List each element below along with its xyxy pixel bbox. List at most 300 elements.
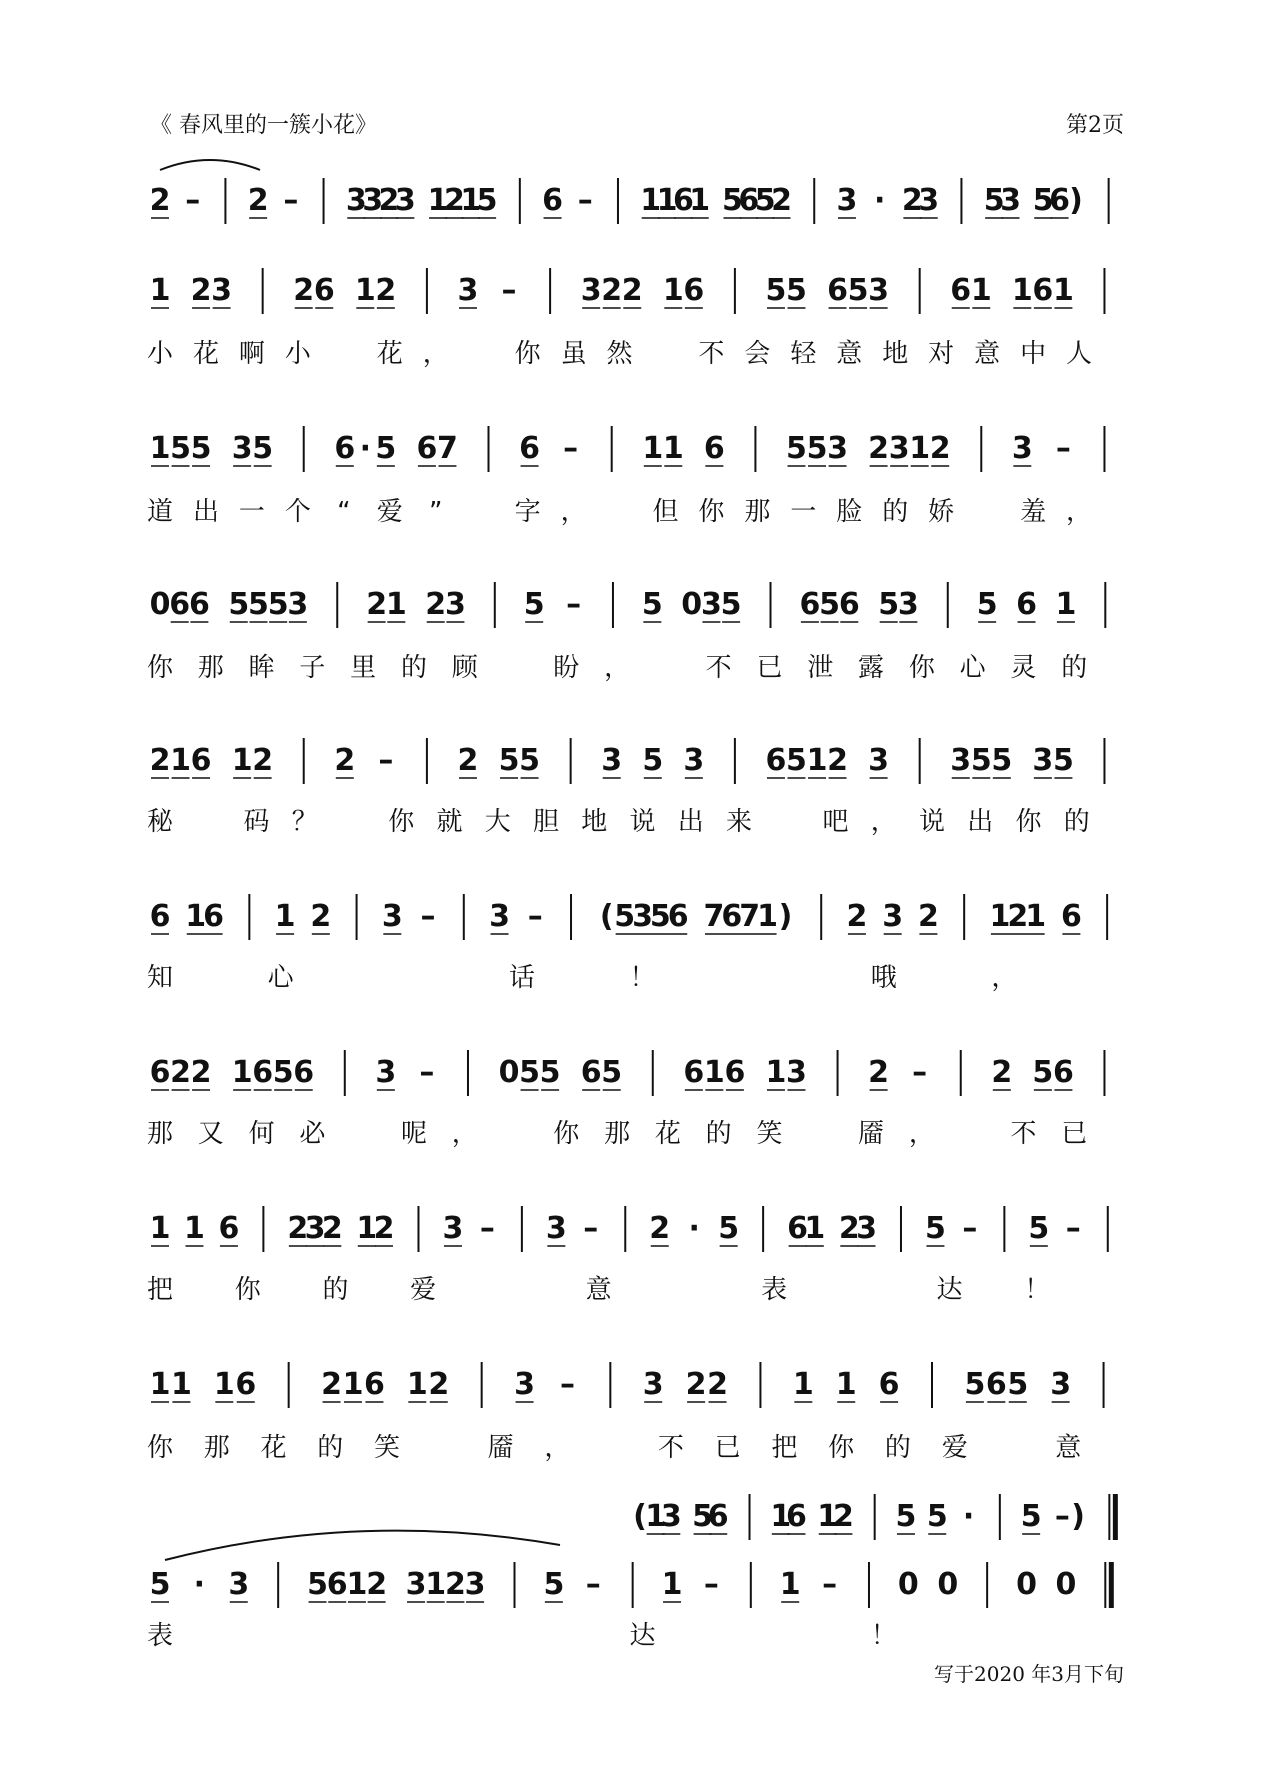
lyric-char [750, 963, 776, 993]
note-glyph: – [566, 587, 582, 622]
note-glyph: · [359, 431, 372, 466]
lyric-char: 泄 [807, 653, 834, 683]
note-glyph: 2 [190, 273, 212, 308]
note-glyph: 3 [362, 183, 384, 218]
note-glyph: 1 [909, 431, 931, 466]
lyric-char: 啊 [238, 339, 265, 369]
note-glyph: 1 [1055, 587, 1077, 622]
note-glyph: 1 [346, 1567, 368, 1602]
note-glyph: 5 [641, 587, 663, 622]
note-glyph: 2 [149, 183, 171, 218]
note-glyph: – [1054, 1499, 1070, 1534]
lyric-char: 意 [585, 1275, 612, 1305]
note-glyph: 1 [185, 899, 207, 934]
note-glyph: 3 [700, 587, 722, 622]
note-glyph: 6 [334, 431, 356, 466]
lyric-char: 把 [771, 1433, 798, 1463]
note-glyph: 3 [827, 431, 848, 466]
note-glyph: – [501, 273, 517, 308]
note-glyph: 1 [970, 273, 992, 308]
lyric-char: 中 [1020, 339, 1047, 369]
lyric-char: 说 [918, 807, 946, 837]
note-glyph: – [583, 1211, 599, 1246]
lyric-char: 字 [514, 497, 541, 527]
note-glyph: – [420, 899, 436, 934]
lyric-char: 已 [1061, 1119, 1088, 1149]
lyric-char: ！ [1024, 1275, 1051, 1305]
note-glyph: 1 [656, 183, 678, 218]
lyric-char: ？ [291, 807, 318, 837]
lyric-char [974, 497, 1000, 527]
note-glyph: – [479, 1211, 495, 1246]
note-glyph: 3 [868, 743, 890, 778]
note-glyph: 1 [213, 1367, 235, 1402]
note-glyph: 5 [878, 587, 900, 622]
note-glyph: 6 [149, 1055, 171, 1090]
note-glyph: 1 [662, 273, 684, 308]
note-glyph: 2 [366, 587, 388, 622]
note-glyph: 1 [661, 1567, 683, 1602]
note-glyph: 1 [149, 1211, 171, 1246]
note-glyph: 2 [321, 1367, 342, 1402]
note-glyph: – [283, 183, 299, 218]
lyric-char: 小 [284, 339, 311, 369]
note-glyph: 5 [1007, 1367, 1029, 1402]
note-glyph: 1 [804, 1211, 826, 1246]
note-glyph: 6 [293, 1055, 315, 1090]
lyric-char: ” [428, 497, 443, 527]
note-glyph: 7 [703, 899, 725, 934]
lyric-char: 那 [203, 1433, 230, 1463]
note-glyph: 1 [231, 743, 253, 778]
lyric-char [503, 1119, 529, 1149]
note-glyph: 1 [792, 1367, 814, 1402]
note-glyph: 6 [786, 1499, 807, 1534]
note-glyph: 3 [897, 587, 919, 622]
lyric-char: 子 [299, 653, 326, 683]
note-glyph: 2 [991, 1055, 1013, 1090]
note-glyph: 5 [519, 1055, 541, 1090]
note-glyph: 3 [918, 183, 940, 218]
lyric-char: 的 [400, 653, 427, 683]
lyric-char: 已 [756, 653, 783, 683]
lyric-char: 出 [967, 807, 994, 837]
note-glyph: · [688, 1211, 700, 1246]
note-glyph: 2 [457, 743, 479, 778]
note-glyph: 5 [765, 273, 787, 308]
lyric-char: 何 [248, 1119, 275, 1149]
note-glyph: 3 [632, 899, 653, 934]
lyric-char: 里 [350, 653, 377, 683]
lyric-char: 知 [146, 963, 174, 993]
note-glyph: 1 [184, 1211, 205, 1246]
note-glyph: 1 [989, 899, 1011, 934]
note-glyph: 2 [832, 1499, 854, 1534]
note-glyph: 5 [970, 743, 992, 778]
note-glyph: 5 [754, 183, 776, 218]
note-glyph: 5 [614, 899, 636, 934]
note-glyph: 2 [649, 1211, 671, 1246]
note-glyph: 6 [326, 1567, 348, 1602]
lyric-char: 你 [388, 807, 415, 837]
lyric-char: 就 [436, 807, 463, 837]
note-glyph: 2 [707, 1367, 728, 1402]
lyric-char: 你 [146, 653, 174, 683]
lyric-char: 花 [192, 339, 219, 369]
lyric-char: 但 [652, 497, 679, 527]
note-glyph: 2 [901, 183, 923, 218]
lyric-char: 地 [882, 339, 909, 369]
note-glyph: 2 [375, 273, 397, 308]
lyric-char: ， [1066, 497, 1093, 527]
note-glyph: 5 [601, 1055, 623, 1090]
lyric-char [388, 963, 414, 993]
lyric-char: 你 [234, 1275, 261, 1305]
lyric-char [655, 653, 681, 683]
note-glyph: 3 [642, 1367, 664, 1402]
note-glyph: 5 [476, 183, 498, 218]
note-glyph: 3 [442, 1211, 464, 1246]
lyric-char: 小 [146, 339, 174, 369]
note-glyph: 5 [964, 1367, 986, 1402]
note-glyph: 2 [1007, 899, 1029, 934]
note-glyph: 1 [427, 183, 449, 218]
lyric-char [807, 1119, 833, 1149]
lyric-char: ， [604, 653, 631, 683]
note-glyph: 6 [169, 587, 191, 622]
note-glyph: 6 [519, 431, 541, 466]
note-glyph: – [563, 431, 579, 466]
lyric-char: 心 [959, 653, 986, 683]
lyric-char: 的 [705, 1119, 732, 1149]
note-glyph: 1 [640, 183, 662, 218]
note-glyph: 5 [190, 431, 212, 466]
lyric-char: 不 [698, 339, 725, 369]
note-glyph: 5 [170, 431, 191, 466]
note-glyph: 6 [707, 1499, 729, 1534]
note-glyph: 2 [601, 273, 623, 308]
note-glyph: 5 [1052, 743, 1074, 778]
note-glyph: 5 [722, 183, 743, 218]
note-glyph: 2 [334, 743, 356, 778]
note-glyph: 0 [937, 1567, 959, 1602]
note-glyph: 2 [170, 1055, 191, 1090]
lyric-char [998, 1433, 1024, 1463]
lyric-char: 你 [908, 653, 935, 683]
lyric-char: 虽 [560, 339, 587, 369]
lyric-char: 已 [714, 1433, 741, 1463]
note-glyph: 6 [703, 431, 725, 466]
lyric-char: 你 [1015, 807, 1042, 837]
note-glyph: 6 [252, 1055, 274, 1090]
note-glyph: ) [1069, 183, 1083, 218]
lyric-char [350, 1119, 376, 1149]
note-glyph: 6 [787, 1211, 809, 1246]
note-glyph: 2 [149, 743, 171, 778]
lyric-char [960, 1119, 986, 1149]
lyric-char: 你 [698, 497, 725, 527]
note-glyph: 5 [272, 1055, 294, 1090]
note-glyph: 3 [836, 183, 858, 218]
note-glyph: 6 [878, 1367, 900, 1402]
note-glyph: – [912, 1055, 928, 1090]
note-glyph: 6 [542, 183, 563, 218]
lyric-char: 大 [484, 807, 511, 837]
lyric-char: 爱 [941, 1433, 968, 1463]
note-glyph: 3 [345, 183, 367, 218]
note-glyph: 3 [464, 1567, 486, 1602]
note-glyph: 6 [799, 587, 821, 622]
note-glyph: 2 [425, 587, 447, 622]
note-glyph: 6 [149, 899, 171, 934]
lyric-char: 然 [606, 339, 633, 369]
note-glyph: 3 [394, 183, 416, 218]
note-glyph: 6 [683, 273, 705, 308]
note-glyph: 0 [1055, 1567, 1077, 1602]
note-glyph: 5 [543, 1567, 565, 1602]
lyric-char: 你 [146, 1433, 174, 1463]
note-glyph: – [703, 1567, 719, 1602]
note-glyph: 6 [985, 1367, 1007, 1402]
lyric-char: 对 [928, 339, 955, 369]
lyric-char: 表 [761, 1275, 788, 1305]
note-glyph: 1 [425, 1567, 447, 1602]
note-glyph: 6 [188, 587, 210, 622]
note-glyph: 6 [1052, 1055, 1074, 1090]
lyric-char: 的 [1061, 653, 1088, 683]
note-glyph: 2 [378, 183, 400, 218]
lyric-char: 胆 [532, 807, 560, 837]
lyric-char: 一 [790, 497, 817, 527]
lyric-char: 达 [936, 1275, 963, 1305]
note-glyph: 3 [514, 1367, 535, 1402]
note-glyph: 1 [149, 1367, 171, 1402]
lyric-char: 哦 [870, 963, 897, 993]
note-glyph: 6 [580, 1055, 602, 1090]
note-glyph: 5 [976, 587, 998, 622]
note-glyph: 2 [771, 183, 792, 218]
lyric-char [652, 339, 678, 369]
note-glyph: 1 [1011, 273, 1033, 308]
lyric-char: 达 [629, 1621, 656, 1651]
lyric-char [673, 1275, 699, 1305]
note-glyph: 6 [950, 273, 972, 308]
note-glyph: 6 [1049, 183, 1071, 218]
note-glyph: 2 [252, 743, 274, 778]
note-glyph: – [585, 1567, 601, 1602]
note-glyph: 1 [342, 1367, 364, 1402]
note-glyph: 1 [689, 183, 711, 218]
note-glyph: 5 [523, 587, 545, 622]
lyric-char: 意 [836, 339, 863, 369]
note-glyph: 2 [838, 1211, 860, 1246]
lyric-char [469, 339, 495, 369]
note-glyph: 3 [545, 1211, 567, 1246]
lyric-char: 笑 [756, 1119, 783, 1149]
lyric-char: 来 [725, 807, 753, 837]
note-glyph: 5 [228, 587, 250, 622]
lyric-char [469, 497, 495, 527]
note-glyph: – [378, 743, 394, 778]
note-glyph: 5 [925, 1211, 946, 1246]
lyric-char [388, 1621, 414, 1651]
note-glyph: 5 [895, 1499, 917, 1534]
note-glyph: 6 [416, 431, 438, 466]
note-glyph: 2 [190, 1055, 212, 1090]
note-glyph: 2 [443, 183, 465, 218]
note-glyph: – [1065, 1211, 1081, 1246]
lyric-char: 不 [1010, 1119, 1037, 1149]
note-glyph: 5 [806, 431, 828, 466]
note-glyph: ( [599, 899, 614, 934]
note-glyph: 2 [287, 1211, 309, 1246]
lyric-char: ！ [629, 963, 656, 993]
note-glyph: 3 [489, 899, 510, 934]
note-glyph: 5 [1020, 1499, 1042, 1534]
lyric-char: 灵 [1010, 653, 1037, 683]
lyric-char: 羞 [1020, 497, 1047, 527]
composition-date: 写于2020 年3月下旬 [934, 1662, 1124, 1686]
note-glyph: 1 [354, 273, 376, 308]
lyric-char: 呢 [400, 1119, 427, 1149]
note-glyph: 3 [601, 743, 623, 778]
note-glyph: 6 [235, 1367, 257, 1402]
note-glyph: · [193, 1567, 206, 1602]
note-glyph: 6 [313, 273, 335, 308]
note-glyph: 5 [307, 1567, 328, 1602]
lyric-char: 你 [553, 1119, 580, 1149]
lyric-char: 说 [629, 807, 656, 837]
note-glyph: 1 [835, 1367, 857, 1402]
note-glyph: 5 [720, 587, 742, 622]
note-glyph: 1 [149, 431, 171, 466]
lyric-char [607, 497, 633, 527]
lyric-char: ！ [870, 1621, 897, 1651]
note-glyph: 3 [231, 431, 253, 466]
score-title: 《 春风里的一簇小花》 [150, 113, 377, 138]
lyric-char: 那 [744, 497, 771, 527]
note-glyph: 3 [457, 273, 479, 308]
note-glyph: 6 [218, 1211, 240, 1246]
note-glyph: · [962, 1499, 975, 1534]
lyric-char: 码 [243, 807, 270, 837]
lyric-char: ， [422, 339, 449, 369]
note-glyph: 5 [847, 273, 869, 308]
note-glyph: 0 [681, 587, 703, 622]
lyric-char: 的 [884, 1433, 911, 1463]
lyric-char: 的 [317, 1433, 344, 1463]
lyric-char: 的 [1063, 807, 1090, 837]
note-glyph: 5 [519, 743, 541, 778]
lyric-char [431, 1433, 457, 1463]
note-glyph: 5 [252, 431, 274, 466]
note-glyph: 5 [786, 743, 807, 778]
lyric-char: 不 [657, 1433, 684, 1463]
note-glyph: 2 [827, 743, 848, 778]
note-glyph: 1 [779, 1567, 801, 1602]
note-glyph: – [527, 899, 543, 934]
note-glyph: 2 [444, 1567, 466, 1602]
note-glyph: 7 [437, 431, 458, 466]
note-glyph: 0 [1016, 1567, 1037, 1602]
note-glyph: 3 [1050, 1367, 1072, 1402]
lyric-char [331, 339, 357, 369]
note-glyph: 1 [171, 1367, 192, 1402]
lyric-char: 眸 [248, 653, 275, 683]
note-glyph: – [577, 183, 593, 218]
note-glyph: 0 [897, 1567, 919, 1602]
lyric-char: 一 [238, 497, 265, 527]
note-glyph: 5 [786, 273, 807, 308]
note-glyph: 6 [190, 743, 212, 778]
lyric-char: 花 [654, 1119, 681, 1149]
note-glyph: 3 [444, 587, 466, 622]
note-glyph: 6 [1060, 899, 1082, 934]
lyric-char: 靥 [487, 1433, 514, 1463]
note-glyph: 1 [1025, 899, 1047, 934]
note-glyph: 3 [580, 273, 602, 308]
note-glyph: 3 [786, 1055, 807, 1090]
note-glyph: ) [778, 899, 793, 934]
note-glyph: 1 [231, 1055, 253, 1090]
note-glyph: 2 [428, 1367, 450, 1402]
note-glyph: 5 [248, 587, 269, 622]
note-glyph: 6 [667, 899, 689, 934]
note-glyph: 2 [929, 431, 951, 466]
note-glyph: – [559, 1367, 575, 1402]
lyric-char: 你 [514, 339, 541, 369]
lyric-char: 靥 [858, 1119, 885, 1149]
lyric-char: 人 [1066, 339, 1093, 369]
lyric-char: 那 [146, 1119, 174, 1149]
lyric-char: 娇 [928, 497, 955, 527]
note-glyph: 5 [718, 1211, 740, 1246]
lyric-char: 吧 [822, 807, 849, 837]
note-glyph: 1 [149, 273, 171, 308]
note-glyph: 2 [310, 899, 332, 934]
note-glyph: 3 [211, 273, 233, 308]
note-glyph: 2 [868, 1055, 890, 1090]
note-glyph: 1 [170, 743, 191, 778]
note-glyph: 5 [983, 183, 1005, 218]
lyric-char: 意 [974, 339, 1001, 369]
slur-mark [165, 1531, 560, 1560]
lyric-char: ， [870, 807, 897, 837]
lyric-char: 把 [146, 1275, 174, 1305]
note-glyph: 6 [1032, 273, 1054, 308]
slur-mark [160, 160, 260, 170]
note-glyph: 3 [375, 1055, 397, 1090]
note-glyph: – [962, 1211, 978, 1246]
note-glyph: 1 [806, 743, 828, 778]
lyric-char: 顾 [451, 653, 478, 683]
note-glyph: 5 [375, 431, 397, 466]
note-glyph: – [1055, 431, 1071, 466]
note-glyph: 5 [149, 1567, 171, 1602]
note-glyph: 1 [1052, 273, 1074, 308]
lyric-char [849, 1275, 875, 1305]
note-glyph: 3 [856, 1211, 877, 1246]
note-glyph: 6 [364, 1367, 385, 1402]
page-number: 第2页 [1066, 113, 1124, 138]
note-glyph: 3 [1032, 743, 1054, 778]
note-glyph: 2 [846, 899, 868, 934]
lyric-char: 心 [267, 963, 294, 993]
note-glyph: 6 [721, 899, 743, 934]
note-glyph: 5 [267, 587, 289, 622]
note-glyph: 5 [498, 743, 520, 778]
note-glyph: 3 [1000, 183, 1021, 218]
